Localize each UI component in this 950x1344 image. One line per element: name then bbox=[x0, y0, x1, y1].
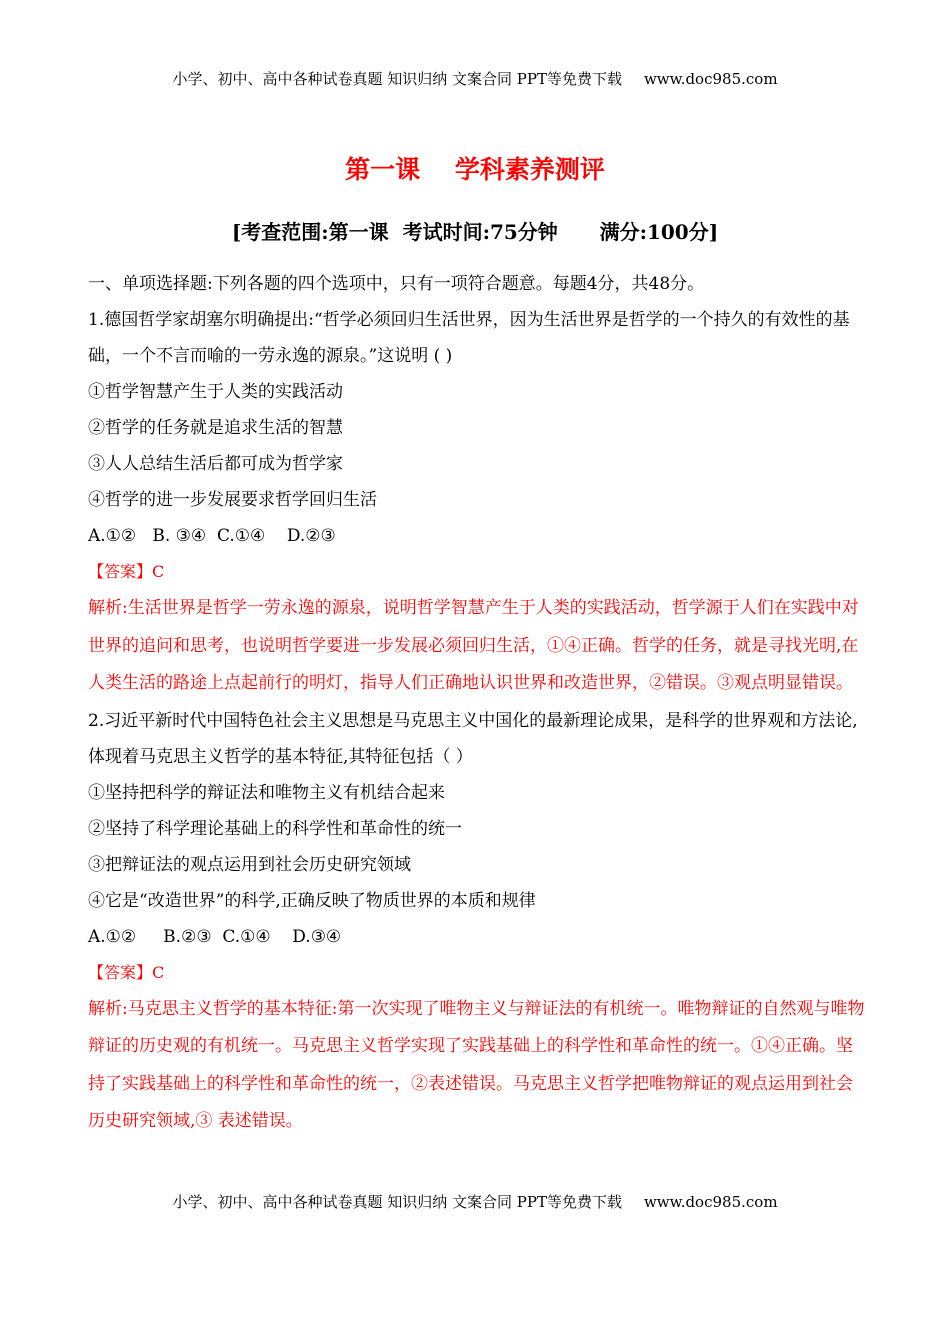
statement-item: ④它是“改造世界”的科学,正确反映了物质世界的本质和规律 bbox=[88, 890, 536, 911]
statement-item: ②哲学的任务就是追求生活的智慧 bbox=[88, 418, 343, 438]
answer-analysis: 解析:生活世界是哲学一劳永逸的源泉，说明哲学智慧产生于人类的实践活动，哲学源于人们在实践中对世界的追问和思考，也说明哲学要进一步发展必须回归生活，①④正确。哲学的任务，就是寻找光明,在人类生活的路途上点起前行的明灯，指导人们正确地认识世界和改造世界，②错误。③观点明显错误。 bbox=[88, 598, 859, 693]
section-intro: 一、单项选择题:下列各题的四个选项中，只有一项符合题意。每题4分，共48分。 bbox=[88, 274, 705, 294]
answer-options: A.①② B. ③④ C.①④ D.②③ bbox=[88, 526, 336, 546]
footer-site-link[interactable]: www.doc985.com bbox=[643, 1193, 778, 1211]
statement-item: ③人人总结生活后都可成为哲学家 bbox=[88, 454, 343, 474]
question-stem: 2.习近平新时代中国特色社会主义思想是马克思主义中国化的最新理论成果，是科学的世界观和方法论,体现着马克思主义哲学的基本特征,其特征包括（ ） bbox=[88, 710, 858, 767]
statement-item: ①坚持把科学的辩证法和唯物主义有机结合起来 bbox=[88, 782, 445, 803]
question-stem: 1.德国哲学家胡塞尔明确提出:“哲学必须回归生活世界，因为生活世界是哲学的一个持久的有效性的基础，一个不言而喻的一劳永逸的源泉。”这说明 ( ) bbox=[88, 310, 850, 366]
document-body bbox=[88, 266, 866, 1141]
question-2 bbox=[88, 703, 866, 1141]
statement-item: ④哲学的进一步发展要求哲学回归生活 bbox=[88, 490, 377, 510]
question-1 bbox=[88, 302, 866, 703]
answer-label: 【答案】C bbox=[88, 962, 165, 982]
page-title: 第一课 学科素养测评 bbox=[345, 155, 605, 184]
statement-item: ③把辩证法的观点运用到社会历史研究领域 bbox=[88, 854, 411, 875]
footer-text: 小学、初中、高中各种试卷真题 知识归纳 文案合同 PPT等免费下载 bbox=[172, 1193, 622, 1211]
statement-item: ②坚持了科学理论基础上的科学性和革命性的统一 bbox=[88, 818, 462, 839]
answer-label: 【答案】C bbox=[88, 562, 165, 581]
header-site-link[interactable]: www.doc985.com bbox=[643, 70, 778, 88]
answer-analysis: 解析:马克思主义哲学的基本特征:第一次实现了唯物主义与辩证法的有机统一。唯物辩证的自然观与唯物辩证的历史观的有机统一。马克思主义哲学实现了实践基础上的科学性和革命性的统一。①④正确。坚持了实践基础上的科学性和革命性的统一，②表述错误。马克思主义哲学把唯物辩证的观点运用到社会历史研究领域,③ 表述错误。 bbox=[88, 998, 865, 1131]
header-text: 小学、初中、高中各种试卷真题 知识归纳 文案合同 PPT等免费下载 bbox=[172, 70, 622, 88]
page-footer bbox=[0, 1192, 950, 1212]
statement-item: ①哲学智慧产生于人类的实践活动 bbox=[88, 382, 343, 402]
answer-options: A.①② B.②③ C.①④ D.③④ bbox=[88, 926, 342, 947]
exam-info: [考查范围:第一课 考试时间:75分钟 满分:100分] bbox=[231, 220, 719, 244]
page-header bbox=[0, 69, 950, 89]
